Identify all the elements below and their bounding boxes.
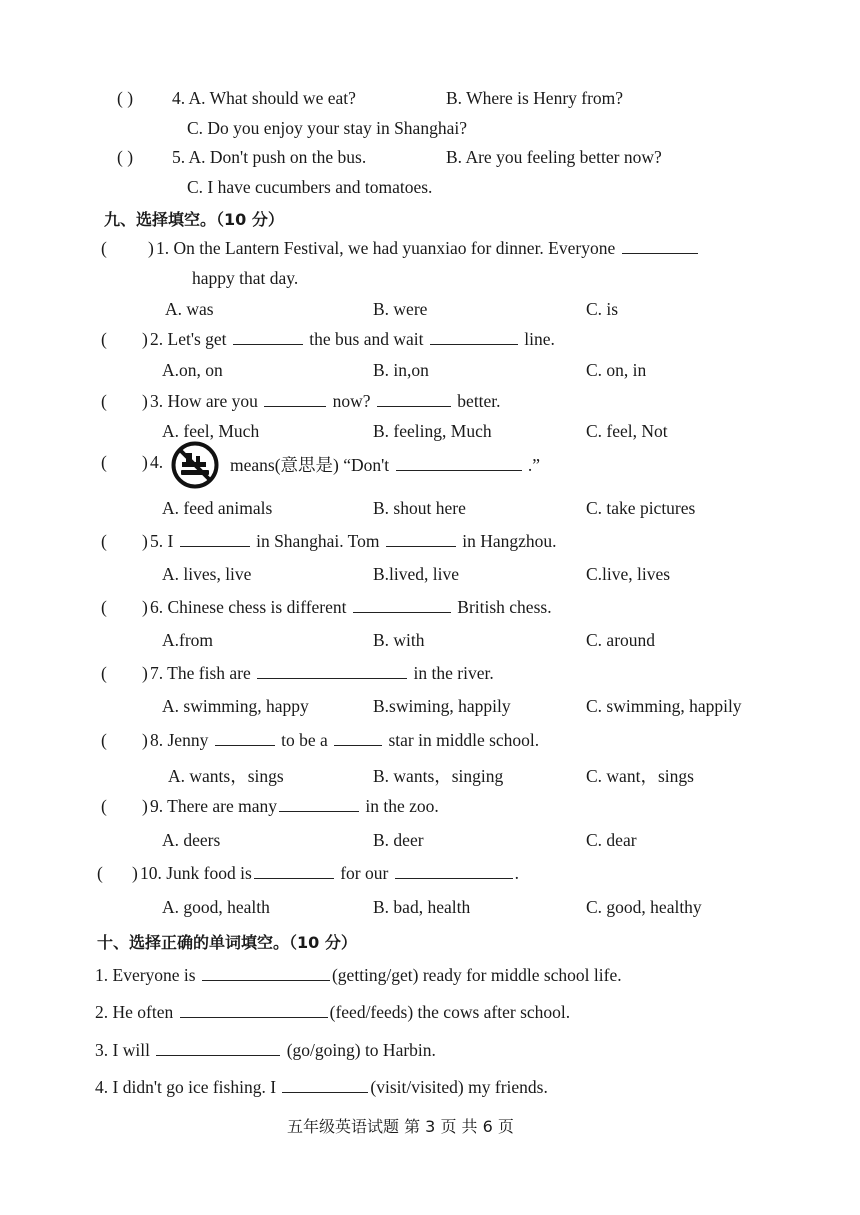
q9-option-a: A. deers [162, 830, 221, 850]
q3-option-c: C. feel, Not [586, 421, 668, 441]
q1-option-c: C. is [586, 299, 619, 319]
q10-text-2: for our [340, 863, 389, 883]
q7-close-paren: ) [142, 663, 148, 683]
q2-open-paren: ( [101, 329, 107, 349]
q1-option-b: B. were [373, 299, 428, 319]
q8-close-paren: ) [142, 730, 148, 750]
q10-close-paren: ) [132, 863, 138, 883]
q6-text-1: 6. Chinese chess is different [150, 597, 347, 617]
q5-text-3: in Hangzhou. [462, 531, 557, 551]
q6-option-c: C. around [586, 630, 656, 650]
q2-option-b: B. in,on [373, 360, 429, 380]
q8-blank-1[interactable] [215, 744, 275, 746]
q5-stem [150, 531, 557, 552]
q5-blank-2[interactable] [386, 545, 456, 547]
q10-open-paren: ( [97, 863, 103, 883]
q2-text-2: the bus and wait [309, 329, 424, 349]
q2-close-paren: ) [142, 329, 148, 349]
q-prev4-b: B. Where is Henry from? [446, 88, 624, 108]
q7-text-1: 7. The fish are [150, 663, 251, 683]
q1-stem [156, 238, 700, 259]
q7-option-a: A. swimming, happy [162, 696, 309, 716]
q2-blank-2[interactable] [430, 343, 518, 345]
q3-text-1: 3. How are you [150, 391, 258, 411]
q7-option-b: B.swiming, happily [373, 696, 511, 716]
q4-open-paren: ( [101, 452, 107, 472]
q3-close-paren: ) [142, 391, 148, 411]
q2-option-a: A.on, on [162, 360, 223, 380]
q5-option-b: B.lived, live [373, 564, 460, 584]
section10-heading: 十、选择正确的单词填空。（10 分） [97, 933, 357, 952]
q8-text-1: 8. Jenny [150, 730, 209, 750]
q3-option-b: B. feeling, Much [373, 421, 492, 441]
q9-text-1: 9. There are many [150, 796, 277, 816]
s10-item-1-post: (getting/get) ready for middle school life. [331, 965, 622, 985]
s10-item-1-blank[interactable] [202, 979, 330, 981]
q10-stem [140, 863, 519, 884]
q10-text-1: 10. Junk food is [140, 863, 252, 883]
section9-heading: 九、选择填空。（10 分） [104, 210, 284, 229]
q2-stem [150, 329, 555, 350]
q-prev4-c: C. Do you enjoy your stay in Shanghai? [187, 118, 467, 138]
q10-blank-1[interactable] [254, 877, 334, 879]
q2-option-c: C. on, in [586, 360, 647, 380]
s10-item-3-blank[interactable] [156, 1054, 280, 1056]
q9-close-paren: ) [142, 796, 148, 816]
q5-option-a: A. lives, live [162, 564, 252, 584]
s10-item-2-blank[interactable] [180, 1016, 328, 1018]
q4-text-2: .” [527, 455, 541, 475]
q4-stem [230, 452, 540, 477]
q6-close-paren: ) [142, 597, 148, 617]
q10-blank-2[interactable] [395, 877, 513, 879]
q10-option-b: B. bad, health [373, 897, 471, 917]
q6-open-paren: ( [101, 597, 107, 617]
q8-text-2: to be a [281, 730, 328, 750]
s10-item-2 [95, 1002, 570, 1023]
q2-text-1: 2. Let's get [150, 329, 227, 349]
q7-stem [150, 663, 494, 684]
q8-option-b: B. wants，singing [373, 766, 504, 786]
q1-cont: happy that day. [192, 268, 299, 288]
q-prev4-a: 4. A. What should we eat? [172, 88, 356, 108]
q1-blank[interactable] [622, 252, 698, 254]
q4-option-b: B. shout here [373, 498, 466, 518]
q8-open-paren: ( [101, 730, 107, 750]
q10-option-a: A. good, health [162, 897, 270, 917]
q3-stem [150, 391, 501, 412]
q3-option-a: A. feel, Much [162, 421, 260, 441]
q5-text-1: 5. I [150, 531, 174, 551]
q4-close-paren: ) [142, 452, 148, 472]
s10-item-1 [95, 965, 622, 986]
no-fishing-sign-icon [171, 441, 219, 489]
q9-blank[interactable] [279, 810, 359, 812]
q1-close-paren: ) [148, 238, 154, 258]
q6-blank[interactable] [353, 611, 451, 613]
q6-option-a: A.from [162, 630, 214, 650]
q2-blank-1[interactable] [233, 343, 303, 345]
q7-option-c: C. swimming, happily [586, 696, 742, 716]
page-footer: 五年级英语试题 第 3 页 共 6 页 [287, 1117, 514, 1136]
s10-item-1-pre: 1. Everyone is [95, 965, 196, 985]
q8-text-3: star in middle school. [388, 730, 540, 750]
q7-text-2: in the river. [413, 663, 494, 683]
q7-open-paren: ( [101, 663, 107, 683]
s10-item-2-pre: 2. He often [95, 1002, 174, 1022]
s10-item-4-post: (visit/visited) my friends. [370, 1077, 548, 1097]
q4-option-c: C. take pictures [586, 498, 696, 518]
q-prev5-paren: ( ) [117, 147, 134, 167]
q-prev5-c: C. I have cucumbers and tomatoes. [187, 177, 433, 197]
q-prev4-paren: ( ) [117, 88, 134, 108]
q3-blank-1[interactable] [264, 405, 326, 407]
q9-option-b: B. deer [373, 830, 424, 850]
q1-option-a: A. was [165, 299, 214, 319]
q8-blank-2[interactable] [334, 744, 382, 746]
q9-open-paren: ( [101, 796, 107, 816]
q5-text-2: in Shanghai. Tom [256, 531, 380, 551]
q9-stem [150, 796, 439, 817]
s10-item-3-pre: 3. I will [95, 1040, 150, 1060]
q2-text-3: line. [524, 329, 555, 349]
s10-item-4-blank[interactable] [282, 1091, 368, 1093]
q4-text-1: means(意思是) “Don't [230, 455, 390, 475]
q3-blank-2[interactable] [377, 405, 451, 407]
q8-stem [150, 730, 539, 751]
q-prev5-b: B. Are you feeling better now? [446, 147, 662, 167]
q-prev5-a: 5. A. Don't push on the bus. [172, 147, 367, 167]
q7-blank[interactable] [257, 677, 407, 679]
q6-text-2: British chess. [457, 597, 552, 617]
q1-open-paren: ( [101, 238, 107, 258]
q1-text: 1. On the Lantern Festival, we had yuanxiao for dinner. Everyone [156, 238, 616, 258]
q4-option-a: A. feed animals [162, 498, 273, 518]
q8-option-a: A. wants，sings [168, 766, 284, 786]
q9-text-2: in the zoo. [365, 796, 439, 816]
q10-text-3: . [514, 863, 520, 883]
q6-option-b: B. with [373, 630, 425, 650]
q10-option-c: C. good, healthy [586, 897, 702, 917]
s10-item-3-post: (go/going) to Harbin. [286, 1040, 436, 1060]
q3-open-paren: ( [101, 391, 107, 411]
s10-item-4-pre: 4. I didn't go ice fishing. I [95, 1077, 277, 1097]
q5-blank-1[interactable] [180, 545, 250, 547]
q5-open-paren: ( [101, 531, 107, 551]
q6-stem [150, 597, 552, 618]
s10-item-4 [95, 1077, 548, 1098]
q5-option-c: C.live, lives [586, 564, 671, 584]
q8-option-c: C. want，sings [586, 766, 694, 786]
s10-item-3 [95, 1040, 436, 1061]
q4-number: 4. [150, 452, 164, 472]
q9-option-c: C. dear [586, 830, 637, 850]
s10-item-2-post: (feed/feeds) the cows after school. [329, 1002, 571, 1022]
q3-text-3: better. [457, 391, 501, 411]
q3-text-2: now? [332, 391, 371, 411]
q4-blank[interactable] [396, 469, 522, 471]
q5-close-paren: ) [142, 531, 148, 551]
